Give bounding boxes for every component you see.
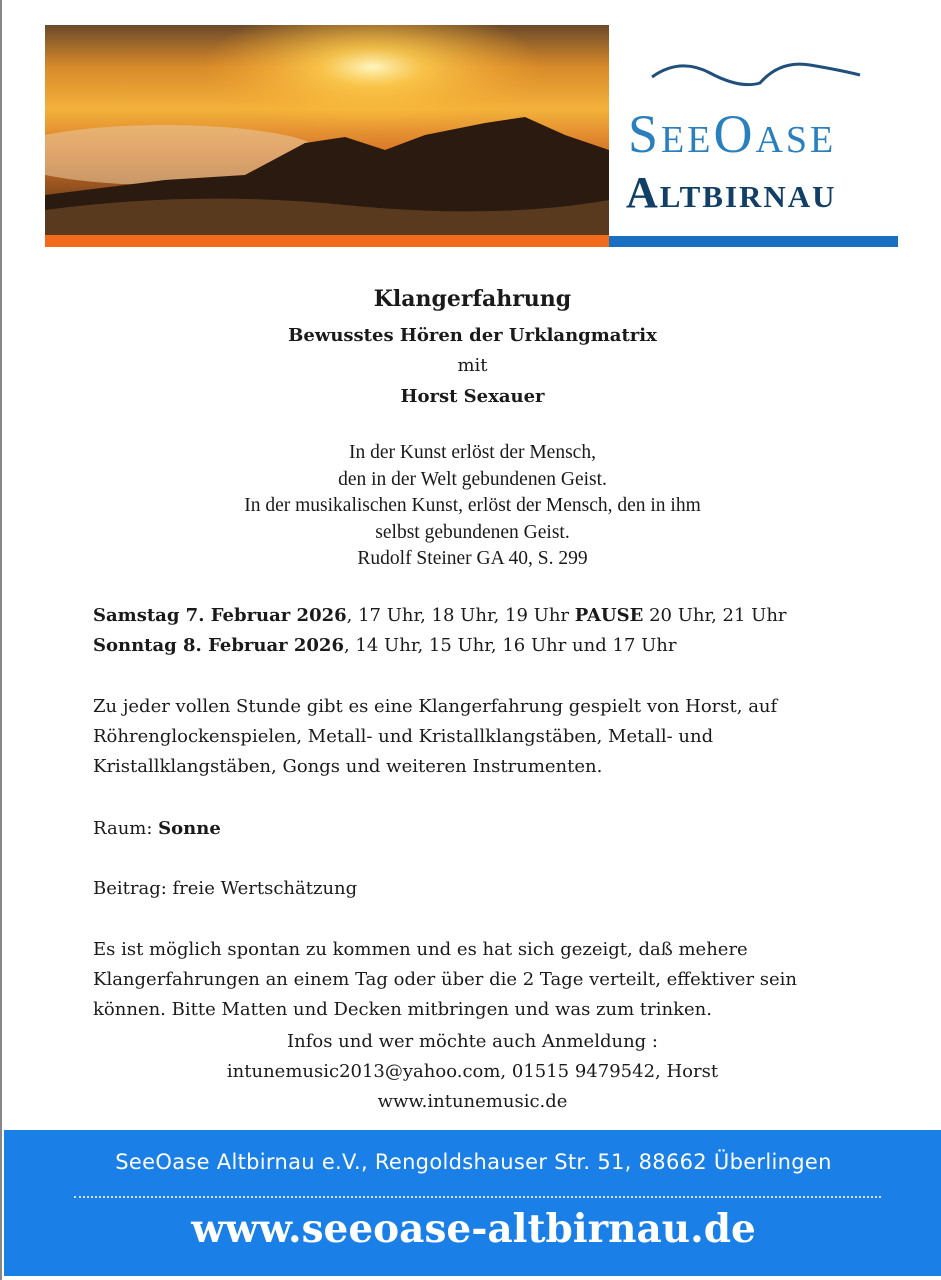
room-value: Sonne [158, 818, 221, 839]
wave-icon [650, 55, 870, 95]
fee: Beitrag: freie Wertschätzung [93, 878, 358, 899]
event-title: Klangerfahrung [373, 286, 572, 312]
saturday-times-late: 20 Uhr, 21 Uhr [643, 605, 787, 626]
orange-divider-bar [45, 235, 609, 247]
footer [4, 1130, 941, 1276]
footer-website-link[interactable]: www.seeoase-altbirnau.de [191, 1206, 756, 1252]
sunset-mountain-photo [45, 25, 609, 235]
pause-label: PAUSE [574, 605, 644, 626]
schedule [93, 601, 873, 661]
quote-line: In der Kunst erlöst der Mensch, [349, 442, 596, 463]
saturday-date: Samstag 7. Februar 2026 [93, 605, 347, 626]
sunday-date: Sonntag 8. Februar 2026 [93, 635, 344, 656]
footer-address: SeeOase Altbirnau e.V., Rengoldshauser Str. 51, 88662 Überlingen [115, 1150, 832, 1174]
description: Zu jeder vollen Stunde gibt es eine Klangerfahrung gespielt von Horst, auf Röhrenglockenspielen, Metall- und Kristallklangstäben, Metall- und Kristallklangstäben, Gongs und weiteren Instrumenten. [93, 696, 778, 777]
note: Es ist möglich spontan zu kommen und es hat sich gezeigt, daß mehere Klangerfahrungen an einem Tag oder über die 2 Tage verteilt, effektiver sein können. Bitte Matten und Decken mitbringen und was zum trinken. [93, 939, 798, 1020]
logo-line2: Altbirnau [626, 168, 837, 217]
contact-info-label: Infos und wer möchte auch Anmeldung : [287, 1031, 658, 1052]
quote-source: Rudolf Steiner GA 40, S. 299 [357, 548, 588, 569]
room-label: Raum: [93, 818, 159, 839]
schedule-saturday [93, 601, 873, 631]
contact [2, 1027, 941, 1117]
quote-line: den in der Welt gebundenen Geist. [338, 468, 607, 490]
quote [2, 440, 941, 573]
blue-divider-bar [609, 236, 898, 247]
dotted-divider [74, 1196, 881, 1198]
with-label: mit [457, 355, 488, 376]
room [93, 814, 873, 844]
quote-line: selbst gebundenen Geist. [375, 521, 570, 543]
quote-line: In der musikalischen Kunst, erlöst der Mensch, den in ihm [244, 495, 701, 516]
sunday-times: , 14 Uhr, 15 Uhr, 16 Uhr und 17 Uhr [343, 635, 677, 656]
artist-name: Horst Sexauer [400, 386, 545, 407]
saturday-times: , 17 Uhr, 18 Uhr, 19 Uhr [346, 605, 575, 626]
schedule-sunday [93, 631, 873, 661]
contact-email-phone[interactable]: intunemusic2013@yahoo.com, 01515 9479542, Horst [226, 1061, 719, 1082]
contact-website-link[interactable]: www.intunemusic.de [377, 1091, 568, 1112]
logo-line1: SeeOase [628, 104, 837, 164]
seeoase-logo [622, 55, 902, 225]
event-subtitle: Bewusstes Hören der Urklangmatrix [288, 325, 657, 346]
